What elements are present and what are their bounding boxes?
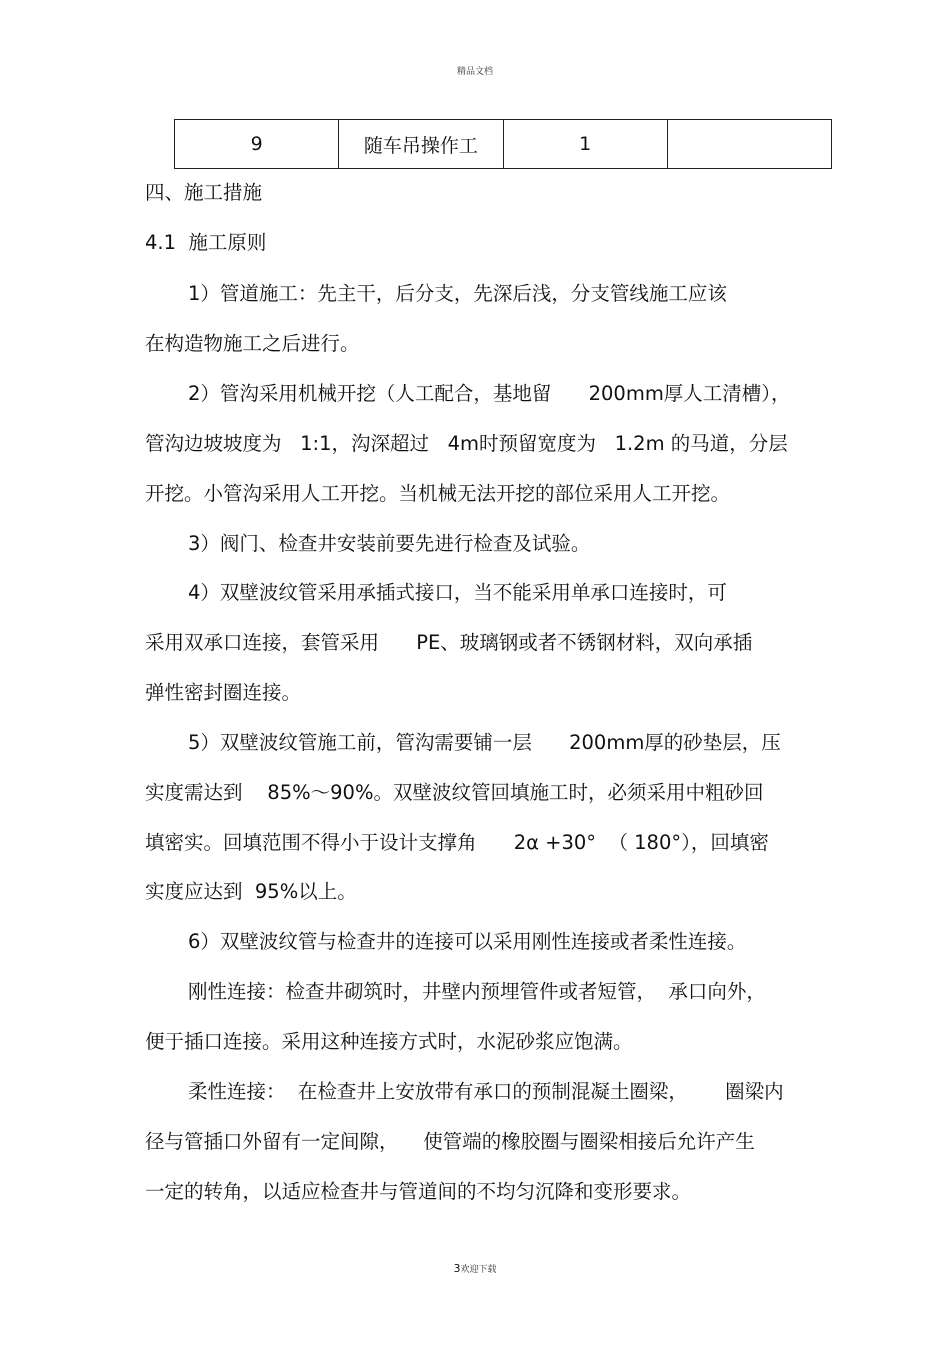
header-watermark: 精品文档 [456, 67, 493, 77]
paragraph-line: 弹性密封圈连接。 [145, 681, 302, 704]
table-cell-count: 1 [503, 120, 667, 169]
paragraph-line: 柔性连接： 在检查井上安放带有承口的预制混凝土圈梁， 圈梁内 [188, 1080, 784, 1103]
paragraph-line: 采用双承口连接，套管采用 PE、玻璃钢或者不锈钢材料，双向承插 [145, 631, 753, 654]
table-cell-remark [667, 120, 831, 169]
paragraph-line: 6）双壁波纹管与检查井的连接可以采用刚性连接或者柔性连接。 [188, 930, 747, 953]
paragraph-line: 填密实。回填范围不得小于设计支撑角 2α +30° （ 180°），回填密 [145, 831, 769, 854]
paragraph-line: 刚性连接：检查井砌筑时，井壁内预埋管件或者短管， 承口向外， [188, 980, 766, 1003]
paragraph-line: 3）阀门、检查井安装前要先进行检查及试验。 [188, 532, 591, 555]
paragraph-line: 5）双壁波纹管施工前，管沟需要铺一层 200mm厚的砂垫层，压 [188, 731, 781, 754]
table-cell-number: 9 [175, 120, 339, 169]
footer [0, 1262, 950, 1275]
paragraph-line: 管沟边坡坡度为 1:1，沟深超过 4m时预留宽度为 1.2m 的马道，分层 [145, 432, 788, 455]
page-number: 3 [453, 1262, 461, 1275]
paragraph-line: 一定的转角，以适应检查井与管道间的不均匀沉降和变形要求。 [145, 1180, 692, 1203]
paragraph-line: 径与管插口外留有一定间隙， 使管端的橡胶圈与圈梁相接后允许产生 [145, 1130, 755, 1153]
table-row [175, 120, 832, 169]
staff-table [174, 119, 832, 169]
section-heading: 四、施工措施 [145, 181, 263, 204]
paragraph-line: 在构造物施工之后进行。 [145, 332, 360, 355]
paragraph-line: 实度应达到 95%以上。 [145, 880, 357, 903]
footer-text: 欢迎下载 [460, 1265, 497, 1275]
subsection-heading: 4.1 施工原则 [145, 231, 267, 254]
table-cell-role: 随车吊操作工 [339, 120, 503, 169]
paragraph-line: 4）双壁波纹管采用承插式接口，当不能采用单承口连接时，可 [188, 581, 727, 604]
paragraph-line: 2）管沟采用机械开挖（人工配合，基地留 200mm厚人工清槽）， [188, 382, 791, 405]
paragraph-line: 1）管道施工：先主干，后分支，先深后浅，分支管线施工应该 [188, 282, 727, 305]
paragraph-line: 开挖。小管沟采用人工开挖。当机械无法开挖的部位采用人工开挖。 [145, 482, 731, 505]
paragraph-line: 实度需达到 85%～90%。双壁波纹管回填施工时，必须采用中粗砂回 [145, 781, 764, 804]
paragraph-line: 便于插口连接。采用这种连接方式时，水泥砂浆应饱满。 [145, 1030, 633, 1053]
